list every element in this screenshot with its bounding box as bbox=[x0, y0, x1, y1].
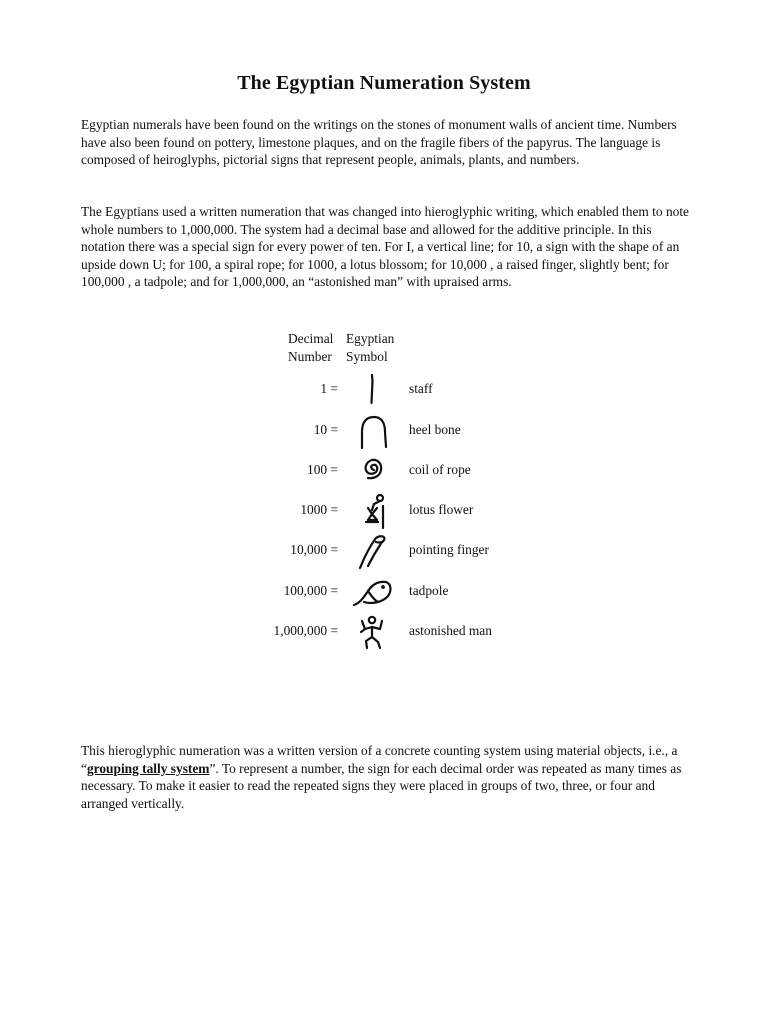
symbol-name: lotus flower bbox=[409, 502, 474, 517]
table-row bbox=[0, 534, 768, 566]
tally-paragraph-start: This hieroglyphic numeration was a written version of a concrete counting system using material objects, i.e., a “ bbox=[81, 743, 678, 776]
decimal-number: 10 = bbox=[313, 422, 338, 437]
coil-of-rope-icon bbox=[350, 454, 394, 490]
lotus-flower-icon bbox=[350, 494, 394, 530]
header-decimal-line1: Decimal bbox=[288, 331, 334, 346]
symbol-name: heel bone bbox=[409, 422, 461, 437]
header-egyptian-line1: Egyptian bbox=[346, 331, 395, 346]
heel-bone-icon bbox=[350, 414, 394, 450]
staff-icon bbox=[350, 373, 394, 409]
decimal-number: 100,000 = bbox=[283, 583, 338, 598]
tally-paragraph bbox=[81, 742, 691, 812]
symbol-name: tadpole bbox=[409, 583, 449, 598]
decimal-number: 1 = bbox=[320, 381, 338, 396]
astonished-man-icon bbox=[350, 615, 394, 651]
pointing-finger-icon bbox=[350, 534, 394, 570]
decimal-number: 100 = bbox=[307, 462, 338, 477]
table-row bbox=[0, 373, 768, 405]
header-decimal-line2: Number bbox=[288, 348, 332, 364]
symbol-name: coil of rope bbox=[409, 462, 471, 477]
header-egyptian-line2: Symbol bbox=[346, 348, 388, 364]
decimal-number: 1000 = bbox=[300, 502, 338, 517]
numeration-paragraph: The Egyptians used a written numeration that was changed into hieroglyphic writing, which enabled them to note whole numbers to 1,000,000. The system had a decimal base and allowed for the additive principle. In this notation there was a special sign for every power of ten. For I, a vertical line; for 10, a sign with the shape of an upside down U; for 100, a spiral rope; for 1000, a lotus blossom; for 10,000 , a raised finger, slightly bent; for 100,000 , a tadpole; and for 1,000,000, an “astonished man” with upraised arms. bbox=[81, 204, 689, 290]
page-title: The Egyptian Numeration System bbox=[237, 72, 531, 94]
table-row bbox=[0, 615, 768, 647]
tally-paragraph-end: ”. To represent a number, the sign for each decimal order was repeated as many times as necessary. To make it easier to read the repeated signs they were placed in groups of two, three, or four and arranged vertically. bbox=[81, 760, 682, 811]
intro-paragraph: Egyptian numerals have been found on the writings on the stones of monument walls of ancient time. Numbers have also been found on pottery, limestone plaques, and on the fragile fibers of the papyrus. The language is composed of heiroglyphs, pictorial signs that represent people, animals, plants, and numbers. bbox=[81, 117, 677, 168]
header-decimal-number bbox=[288, 330, 333, 365]
symbol-name: astonished man bbox=[409, 623, 492, 638]
grouping-tally-system-emphasis: grouping tally system bbox=[86, 760, 210, 776]
table-row bbox=[0, 414, 768, 446]
table-row bbox=[0, 454, 768, 486]
symbol-name: pointing finger bbox=[409, 542, 489, 557]
header-egyptian-symbol bbox=[346, 330, 394, 365]
decimal-number: 10,000 = bbox=[290, 542, 338, 557]
tadpole-icon bbox=[350, 575, 394, 611]
table-row bbox=[0, 494, 768, 526]
table-row bbox=[0, 575, 768, 607]
symbol-name: staff bbox=[409, 381, 433, 396]
decimal-number: 1,000,000 = bbox=[273, 623, 338, 638]
